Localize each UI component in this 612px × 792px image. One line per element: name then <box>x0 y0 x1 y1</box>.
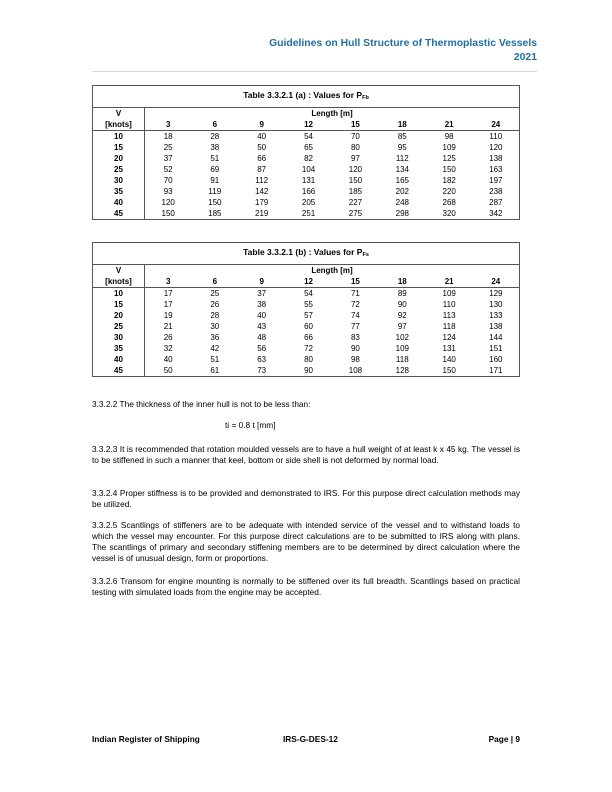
value-cell: 42 <box>210 344 220 353</box>
value-cell: 163 <box>473 164 520 175</box>
header-divider <box>92 71 537 72</box>
value-cell: 120 <box>348 165 363 174</box>
value-cell: 128 <box>379 365 426 377</box>
value-cell: 185 <box>348 187 363 196</box>
value-cell: 70 <box>350 132 360 141</box>
value-cell: 205 <box>301 198 316 207</box>
value-cell: 69 <box>210 165 220 174</box>
value-cell: 248 <box>395 198 409 207</box>
value-cell: 113 <box>442 311 456 320</box>
value-cell: 48 <box>257 333 267 342</box>
table-row <box>93 343 520 354</box>
value-cell: 40 <box>257 132 267 141</box>
table-row <box>93 153 520 164</box>
value-cell: 102 <box>395 333 409 342</box>
v-unit: [knots] <box>93 119 145 131</box>
length-label: Length [m] <box>145 265 520 277</box>
table-row <box>93 354 520 365</box>
length-header: 9 <box>238 276 285 288</box>
length-header: 3 <box>145 276 192 288</box>
table-pfb <box>92 85 520 220</box>
table-row <box>93 142 520 153</box>
length-header: 3 <box>145 119 192 131</box>
value-cell: 171 <box>473 365 520 377</box>
value-cell: 60 <box>304 322 314 331</box>
value-cell: 118 <box>395 355 409 364</box>
value-cell: 89 <box>397 289 407 298</box>
value-cell: 40 <box>257 311 267 320</box>
value-cell: 19 <box>145 310 192 321</box>
value-cell: 77 <box>350 322 360 331</box>
table-row <box>93 299 520 310</box>
value-cell: 110 <box>442 300 456 309</box>
speed-cell: 40 <box>93 354 145 365</box>
table-pfb-title: Table 3.3.2.1 (a) : Values for $P_{Fb}$ <box>93 86 520 108</box>
value-cell: 50 <box>257 143 267 152</box>
value-cell: 90 <box>285 365 332 377</box>
value-cell: 43 <box>257 322 267 331</box>
speed-cell: 10 <box>93 288 145 300</box>
value-cell: 80 <box>304 355 314 364</box>
length-header: 15 <box>332 119 379 131</box>
value-cell: 342 <box>473 208 520 220</box>
table-row <box>93 365 520 377</box>
length-header: 18 <box>379 276 426 288</box>
value-cell: 90 <box>350 344 360 353</box>
value-cell: 140 <box>442 355 456 364</box>
v-unit: [knots] <box>93 276 145 288</box>
value-cell: 227 <box>348 198 363 207</box>
speed-cell: 40 <box>93 197 145 208</box>
value-cell: 197 <box>473 175 520 186</box>
value-cell: 134 <box>395 165 409 174</box>
value-cell: 91 <box>210 176 220 185</box>
value-cell: 118 <box>442 322 456 331</box>
table-row <box>93 164 520 175</box>
value-cell: 109 <box>442 289 456 298</box>
value-cell: 238 <box>473 186 520 197</box>
table-row <box>93 288 520 300</box>
value-cell: 65 <box>304 143 314 152</box>
value-cell: 83 <box>350 333 360 342</box>
speed-cell: 35 <box>93 343 145 354</box>
footer-doc-code: IRS-G-DES-12 <box>283 734 338 744</box>
length-header: 21 <box>426 276 473 288</box>
value-cell: 51 <box>210 154 220 163</box>
value-cell: 80 <box>350 143 360 152</box>
value-cell: 87 <box>257 165 267 174</box>
length-header: 24 <box>473 276 520 288</box>
value-cell: 150 <box>145 208 192 220</box>
length-header: 12 <box>285 119 332 131</box>
value-cell: 38 <box>210 143 220 152</box>
table-row <box>93 197 520 208</box>
value-cell: 25 <box>145 142 192 153</box>
value-cell: 138 <box>473 153 520 164</box>
value-cell: 142 <box>255 187 269 196</box>
value-cell: 32 <box>145 343 192 354</box>
value-cell: 104 <box>301 165 316 174</box>
value-cell: 63 <box>257 355 267 364</box>
table-row <box>93 321 520 332</box>
header-row <box>93 119 520 131</box>
value-cell: 71 <box>350 289 360 298</box>
speed-cell: 20 <box>93 310 145 321</box>
value-cell: 131 <box>301 176 316 185</box>
speed-cell: 20 <box>93 153 145 164</box>
value-cell: 275 <box>332 208 379 220</box>
value-cell: 119 <box>208 187 222 196</box>
paragraph-3-3-2-4: 3.3.2.4 Proper stiffness is to be provided and demonstrated to IRS. For this purpose direct calculation methods may be utilized. <box>92 488 520 509</box>
value-cell: 30 <box>210 322 220 331</box>
speed-cell: 25 <box>93 164 145 175</box>
value-cell: 151 <box>473 343 520 354</box>
value-cell: 72 <box>304 344 314 353</box>
speed-cell: 45 <box>93 208 145 220</box>
value-cell: 110 <box>473 131 520 143</box>
formula-inner-hull: ti = 0.8 t [mm] <box>225 420 276 430</box>
value-cell: 165 <box>395 176 409 185</box>
value-cell: 219 <box>238 208 285 220</box>
value-cell: 85 <box>397 132 407 141</box>
header-year: 2021 <box>513 52 537 63</box>
value-cell: 40 <box>145 354 192 365</box>
value-cell: 129 <box>473 288 520 300</box>
value-cell: 202 <box>395 187 409 196</box>
value-cell: 182 <box>442 176 456 185</box>
value-cell: 57 <box>304 311 314 320</box>
value-cell: 287 <box>473 197 520 208</box>
value-cell: 37 <box>145 153 192 164</box>
value-cell: 120 <box>473 142 520 153</box>
value-cell: 26 <box>145 332 192 343</box>
speed-cell: 45 <box>93 365 145 377</box>
value-cell: 185 <box>191 208 238 220</box>
length-header: 21 <box>426 119 473 131</box>
length-header: 15 <box>332 276 379 288</box>
value-cell: 56 <box>257 344 267 353</box>
value-cell: 18 <box>145 131 192 143</box>
value-cell: 320 <box>426 208 473 220</box>
v-label: V <box>93 108 145 120</box>
speed-cell: 15 <box>93 299 145 310</box>
value-cell: 120 <box>145 197 192 208</box>
length-header: 24 <box>473 119 520 131</box>
value-cell: 74 <box>350 311 360 320</box>
value-cell: 28 <box>210 132 220 141</box>
value-cell: 50 <box>145 365 192 377</box>
paragraph-3-3-2-3: 3.3.2.3 It is recommended that rotation moulded vessels are to have a hull weight of at least k x 45 kg. The vessel is to be stiffened in such a manner that keel, bottom or side shell is not deformed by normal load. <box>92 444 520 465</box>
value-cell: 109 <box>442 143 456 152</box>
paragraph-3-3-2-2: 3.3.2.2 The thickness of the inner hull is not to be less than: <box>92 399 311 409</box>
value-cell: 133 <box>473 310 520 321</box>
value-cell: 108 <box>332 365 379 377</box>
value-cell: 61 <box>191 365 238 377</box>
value-cell: 109 <box>395 344 409 353</box>
value-cell: 38 <box>257 300 267 309</box>
value-cell: 66 <box>257 154 267 163</box>
table-row <box>93 186 520 197</box>
value-cell: 28 <box>210 311 220 320</box>
speed-cell: 15 <box>93 142 145 153</box>
speed-cell: 30 <box>93 332 145 343</box>
value-cell: 150 <box>208 198 222 207</box>
value-cell: 97 <box>350 154 360 163</box>
value-cell: 51 <box>210 355 220 364</box>
value-cell: 220 <box>442 187 456 196</box>
value-cell: 298 <box>379 208 426 220</box>
value-cell: 72 <box>350 300 360 309</box>
length-header: 12 <box>285 276 332 288</box>
value-cell: 73 <box>238 365 285 377</box>
value-cell: 37 <box>257 289 267 298</box>
value-cell: 17 <box>145 288 192 300</box>
value-cell: 112 <box>255 176 269 185</box>
value-cell: 179 <box>255 198 269 207</box>
value-cell: 138 <box>473 321 520 332</box>
value-cell: 95 <box>397 143 407 152</box>
value-cell: 150 <box>426 365 473 377</box>
table-pfs-title: Table 3.3.2.1 (b) : Values for $P_{Fs}$ <box>93 243 520 265</box>
length-header: 18 <box>379 119 426 131</box>
value-cell: 98 <box>350 355 360 364</box>
value-cell: 160 <box>473 354 520 365</box>
header-title: Guidelines on Hull Structure of Thermoplastic Vessels <box>269 38 537 49</box>
value-cell: 54 <box>304 132 314 141</box>
value-cell: 36 <box>210 333 220 342</box>
speed-cell: 25 <box>93 321 145 332</box>
table-row <box>93 175 520 186</box>
length-header: 6 <box>191 276 238 288</box>
value-cell: 150 <box>348 176 363 185</box>
length-label: Length [m] <box>145 108 520 120</box>
value-cell: 166 <box>301 187 316 196</box>
value-cell: 93 <box>145 186 192 197</box>
value-cell: 25 <box>210 289 220 298</box>
v-label: V <box>93 265 145 277</box>
speed-cell: 35 <box>93 186 145 197</box>
value-cell: 251 <box>285 208 332 220</box>
speed-cell: 30 <box>93 175 145 186</box>
value-cell: 82 <box>304 154 314 163</box>
header-row <box>93 276 520 288</box>
value-cell: 125 <box>442 154 456 163</box>
value-cell: 144 <box>473 332 520 343</box>
paragraph-3-3-2-6: 3.3.2.6 Transom for engine mounting is normally to be stiffened over its full breadth. Scantlings based on practical testing with simulated loads from the engine may be accepted. <box>92 576 520 597</box>
length-header: 9 <box>238 119 285 131</box>
table-row <box>93 310 520 321</box>
value-cell: 97 <box>397 322 407 331</box>
footer-page-number: Page | 9 <box>488 734 520 744</box>
value-cell: 90 <box>397 300 407 309</box>
value-cell: 124 <box>442 333 456 342</box>
value-cell: 92 <box>397 311 407 320</box>
value-cell: 52 <box>145 164 192 175</box>
speed-cell: 10 <box>93 131 145 143</box>
value-cell: 66 <box>304 333 314 342</box>
paragraph-3-3-2-5: 3.3.2.5 Scantlings of stiffeners are to be adequate with intended service of the vessel and to withstand loads to which the vessel may encounter. For this purpose direct calculations are to be submitted to IRS along with plans. The scantlings of primary and secondary stiffening members are to be determined by direct calculation where the vessel is of unusual design, form or proportions. <box>92 520 520 563</box>
value-cell: 98 <box>444 132 454 141</box>
value-cell: 21 <box>145 321 192 332</box>
table-pfs <box>92 242 520 377</box>
page-header <box>269 37 537 65</box>
length-header: 6 <box>191 119 238 131</box>
table-row <box>93 208 520 220</box>
value-cell: 54 <box>304 289 314 298</box>
table-row <box>93 332 520 343</box>
footer-organization: Indian Register of Shipping <box>92 734 200 744</box>
value-cell: 268 <box>442 198 456 207</box>
value-cell: 17 <box>145 299 192 310</box>
value-cell: 70 <box>145 175 192 186</box>
value-cell: 26 <box>210 300 220 309</box>
value-cell: 130 <box>473 299 520 310</box>
value-cell: 55 <box>304 300 314 309</box>
value-cell: 150 <box>442 165 456 174</box>
value-cell: 112 <box>395 154 409 163</box>
table-row <box>93 131 520 143</box>
value-cell: 131 <box>442 344 456 353</box>
